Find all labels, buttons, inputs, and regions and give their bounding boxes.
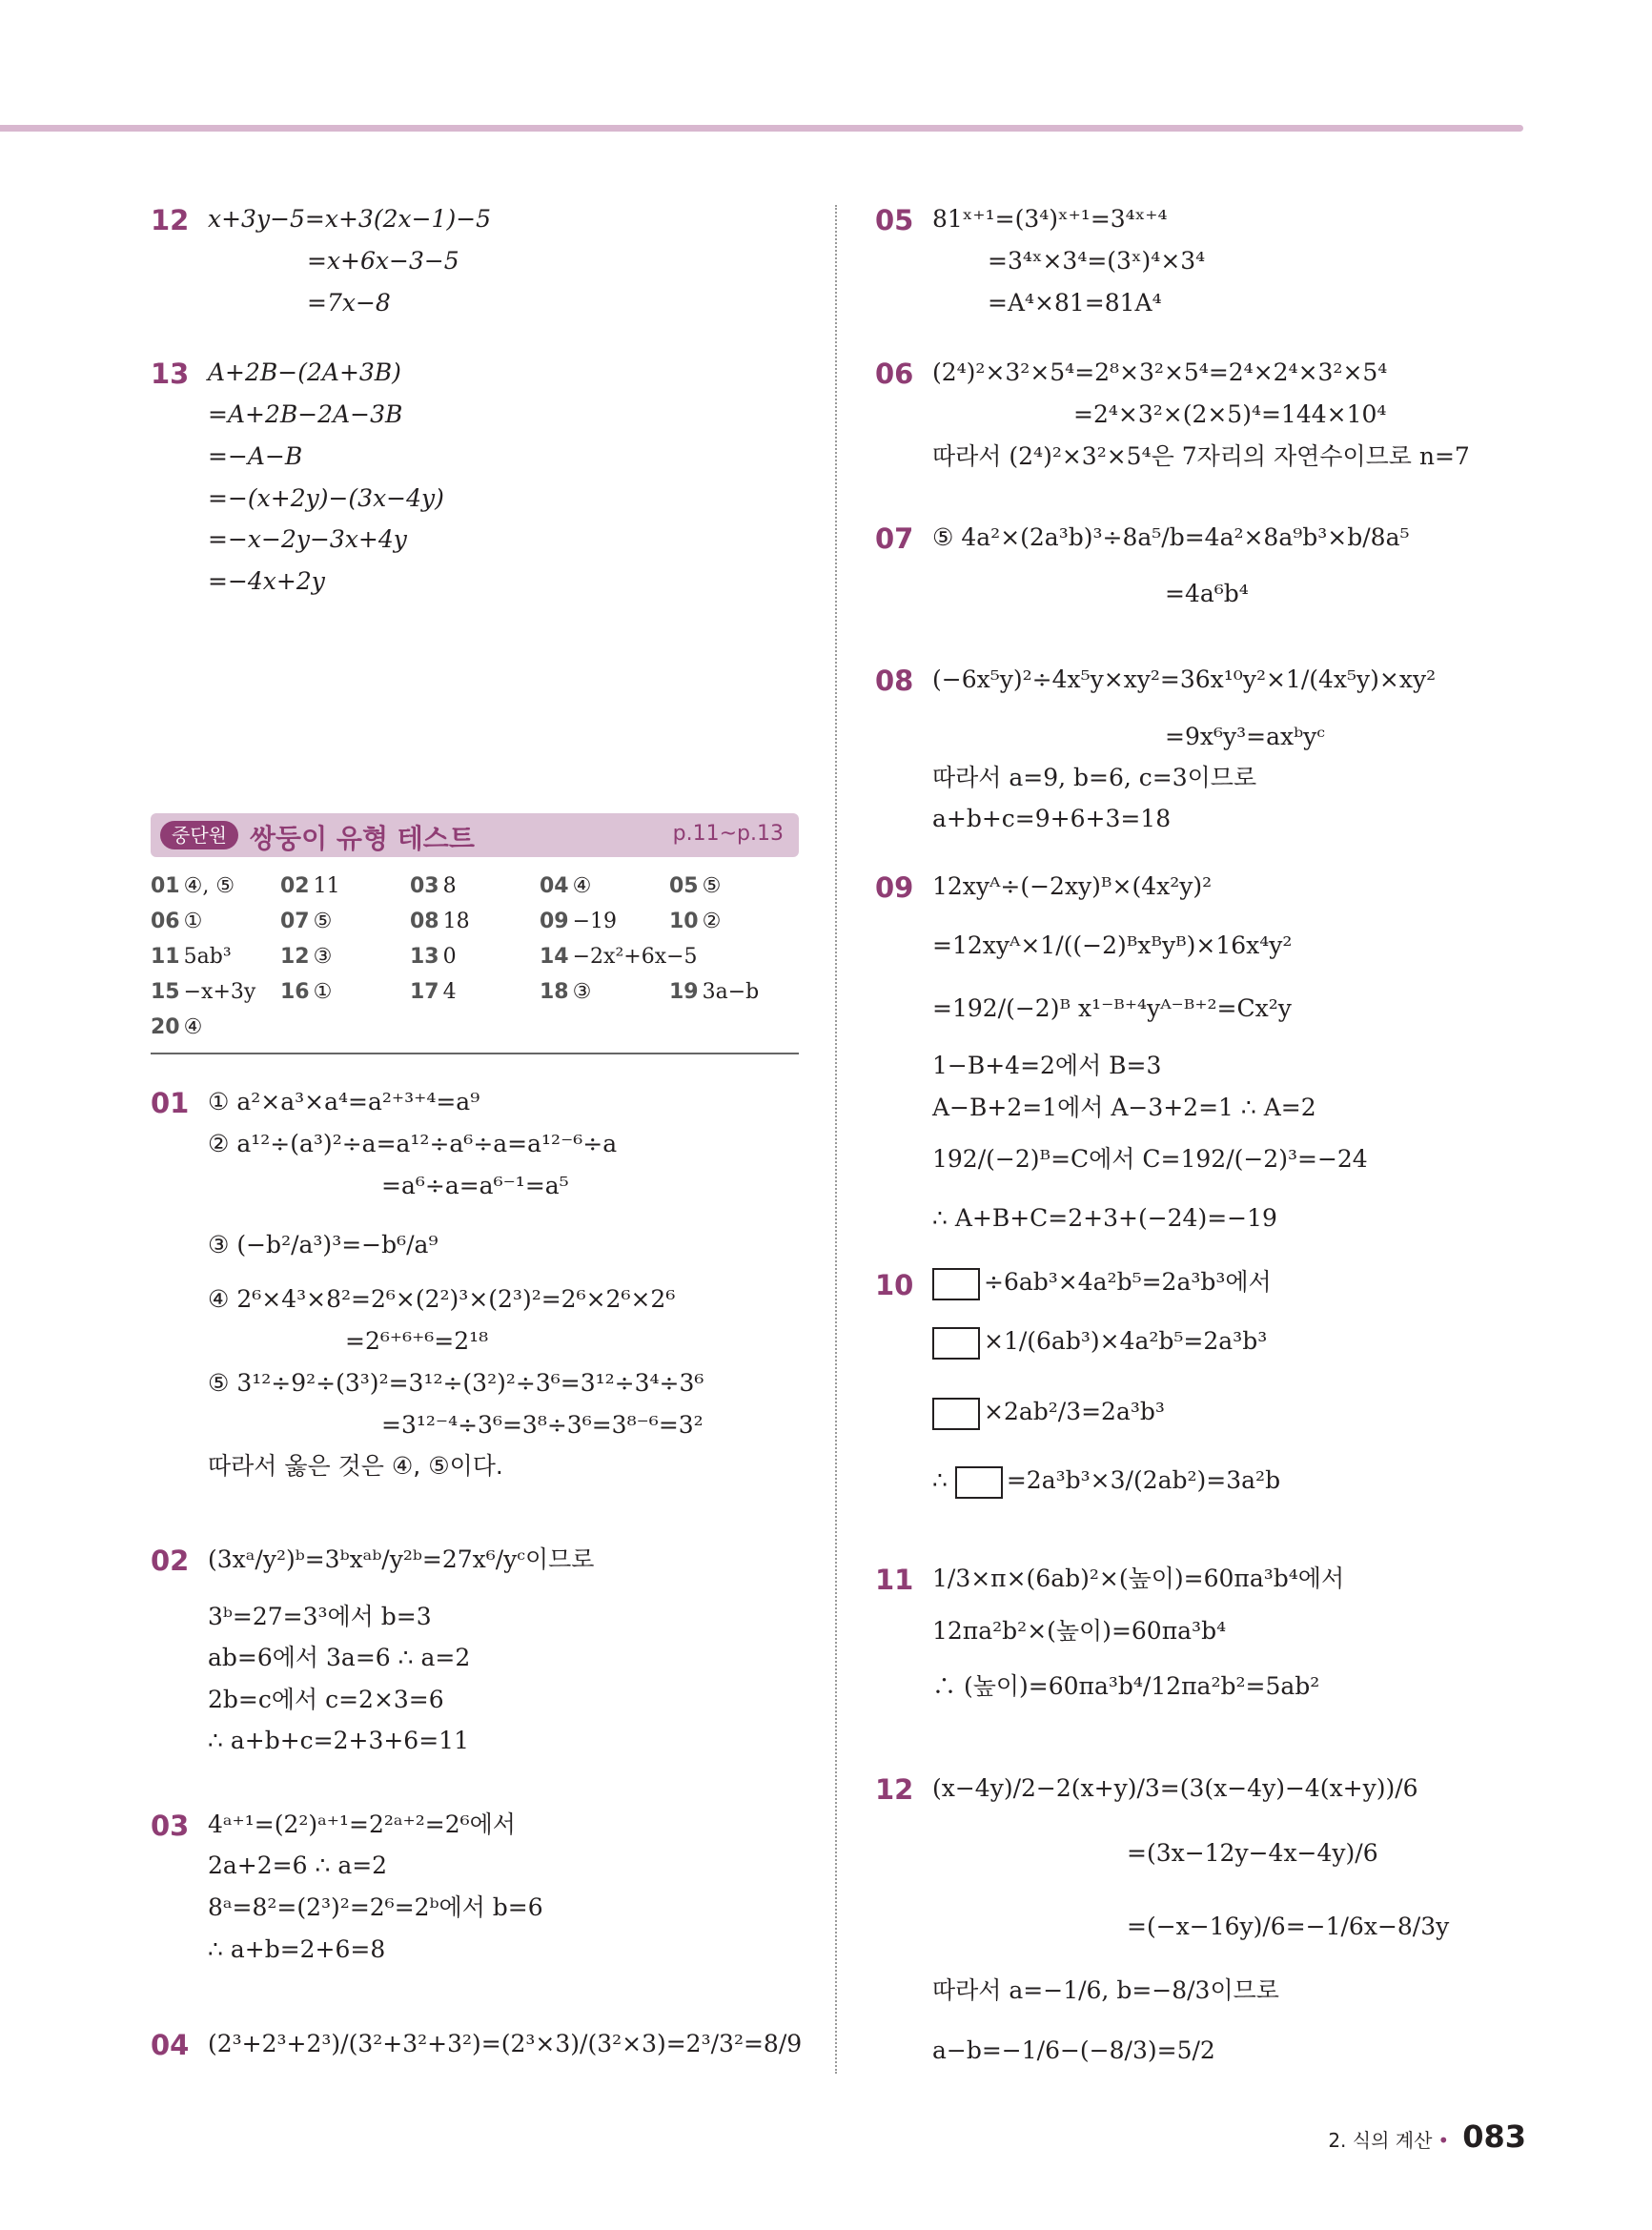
answer-item: 20 ④ (151, 1015, 203, 1039)
answer-item: 14 −2x²+6x−5 (540, 945, 698, 969)
problem-number: 12 (875, 1773, 914, 1806)
solution-line: 12πa²b²×(높이)=60πa³b⁴ (932, 1617, 1227, 1645)
problem-number: 09 (875, 871, 914, 904)
solution-line: 따라서 a=9, b=6, c=3이므로 (932, 764, 1257, 791)
page-footer (1328, 2118, 1526, 2155)
solution-line: =2⁶⁺⁶⁺⁶=2¹⁸ (345, 1327, 489, 1355)
solution-line: a−b=−1/6−(−8/3)=5/2 (932, 2036, 1215, 2064)
top-bar (0, 125, 1523, 132)
answer-item: 10 ② (669, 910, 722, 933)
solution-line: 1−B+4=2에서 B=3 (932, 1052, 1162, 1079)
solution-line: ∴ =2a³b³×3/(2ab²)=3a²b (932, 1465, 1280, 1499)
blank-box (955, 1466, 1003, 1499)
solution-line: =3¹²⁻⁴÷3⁶=3⁸÷3⁶=3⁸⁻⁶=3² (381, 1411, 704, 1439)
answer-item: 11 5ab³ (151, 945, 232, 969)
solution-line: 81ˣ⁺¹=(3⁴)ˣ⁺¹=3⁴ˣ⁺⁴ (932, 205, 1168, 233)
solution-line: A+2B−(2A+3B) (208, 358, 401, 386)
solution-line: 따라서 (2⁴)²×3²×5⁴은 7자리의 자연수이므로 n=7 (932, 442, 1470, 470)
problem-number: 03 (151, 1810, 190, 1842)
solution-line: (2³+2³+2³)/(3²+3²+3²)=(2³×3)/(3²×3)=2³/3²=8/9 (208, 2030, 803, 2057)
problem-number: 04 (151, 2029, 190, 2061)
answer-item: 05 ⑤ (669, 874, 722, 898)
section-title: 쌍둥이 유형 테스트 (250, 823, 475, 854)
solution-line: =a⁶÷a=a⁶⁻¹=a⁵ (381, 1172, 569, 1199)
answer-item: 13 0 (410, 945, 457, 969)
solution-line: 8ᵃ=8²=(2³)²=2⁶=2ᵇ에서 b=6 (208, 1893, 543, 1921)
answer-item: 19 3a−b (669, 980, 760, 1004)
solution-line: ∴ (높이)=60πa³b⁴/12πa²b²=5ab² (932, 1672, 1320, 1700)
solution-line: x+3y−5=x+3(2x−1)−5 (208, 205, 492, 233)
bullet-icon: • (1438, 2129, 1450, 2152)
solution-line: =4a⁶b⁴ (1165, 580, 1249, 607)
solution-line: (x−4y)/2−2(x+y)/3=(3(x−4y)−4(x+y))/6 (932, 1774, 1418, 1802)
answer-item: 12 ③ (280, 945, 333, 969)
solution-line: ×2ab²/3=2a³b³ (932, 1397, 1165, 1430)
problem-number: 05 (875, 204, 914, 236)
blank-box (932, 1268, 980, 1300)
solution-line: =7x−8 (307, 289, 391, 317)
problem-number: 07 (875, 522, 914, 555)
solution-line: =x+6x−3−5 (307, 247, 459, 275)
solution-line: =(3x−12y−4x−4y)/6 (1127, 1839, 1378, 1867)
solution-line: ② a¹²÷(a³)²÷a=a¹²÷a⁶÷a=a¹²⁻⁶÷a (208, 1130, 618, 1157)
solution-line: ∴ a+b=2+6=8 (208, 1935, 386, 1963)
solution-line: a+b+c=9+6+3=18 (932, 805, 1172, 832)
solution-line: 따라서 a=−1/6, b=−8/3이므로 (932, 1976, 1279, 2004)
solution-line: 192/(−2)ᴮ=C에서 C=192/(−2)³=−24 (932, 1145, 1368, 1173)
solution-line: ⑤ 3¹²÷9²÷(3³)²=3¹²÷(3²)²÷3⁶=3¹²÷3⁴÷3⁶ (208, 1369, 704, 1397)
solution-line: =A+2B−2A−3B (208, 400, 403, 428)
solution-line: =A⁴×81=81A⁴ (988, 289, 1162, 317)
answer-item: 08 18 (410, 910, 470, 933)
problem-number: 02 (151, 1545, 190, 1577)
solution-line: 2a+2=6 ∴ a=2 (208, 1852, 388, 1879)
solution-line: (−6x⁵y)²÷4x⁵y×xy²=36x¹⁰y²×1/(4x⁵y)×xy² (932, 665, 1437, 693)
solution-line: ⑤ 4a²×(2a³b)³÷8a⁵/b=4a²×8a⁹b³×b/8a⁵ (932, 523, 1410, 551)
solution-line: (2⁴)²×3²×5⁴=2⁸×3²×5⁴=2⁴×2⁴×3²×5⁴ (932, 358, 1388, 386)
solution-line: 3ᵇ=27=3³에서 b=3 (208, 1603, 432, 1630)
problem-number: 11 (875, 1564, 914, 1596)
section-pages: p.11~p.13 (672, 822, 784, 846)
solution-line: A−B+2=1에서 A−3+2=1 ∴ A=2 (932, 1094, 1316, 1121)
chapter-title: 2. 식의 계산 (1328, 2129, 1433, 2152)
problem-number: 06 (875, 358, 914, 390)
answer-item: 15 −x+3y (151, 980, 256, 1004)
solution-line: (3xᵃ/y²)ᵇ=3ᵇxᵃᵇ/y²ᵇ=27x⁶/yᶜ이므로 (208, 1545, 595, 1573)
answer-item: 17 4 (410, 980, 457, 1004)
solution-line: ③ (−b²/a³)³=−b⁶/a⁹ (208, 1231, 438, 1258)
answer-divider (151, 1053, 799, 1054)
solution-line: 1/3×π×(6ab)²×(높이)=60πa³b⁴에서 (932, 1565, 1345, 1592)
solution-line: ×1/(6ab³)×4a²b⁵=2a³b³ (932, 1326, 1267, 1360)
solution-line: =2⁴×3²×(2×5)⁴=144×10⁴ (1073, 400, 1387, 428)
answer-item: 16 ① (280, 980, 333, 1004)
solution-line: =(−x−16y)/6=−1/6x−8/3y (1127, 1913, 1450, 1940)
solution-line: 12xyᴬ÷(−2xy)ᴮ×(4x²y)² (932, 872, 1213, 900)
solution-line: ① a²×a³×a⁴=a²⁺³⁺⁴=a⁹ (208, 1088, 480, 1115)
page-number: 083 (1462, 2118, 1526, 2155)
answer-item: 09 −19 (540, 910, 618, 933)
solution-line: =3⁴ˣ×3⁴=(3ˣ)⁴×3⁴ (988, 247, 1206, 275)
answer-item: 03 8 (410, 874, 457, 898)
solution-line: ④ 2⁶×4³×8²=2⁶×(2²)³×(2³)²=2⁶×2⁶×2⁶ (208, 1285, 676, 1313)
column-divider (835, 205, 837, 2074)
solution-line: 4ᵃ⁺¹=(2²)ᵃ⁺¹=2²ᵃ⁺²=2⁶에서 (208, 1811, 516, 1838)
solution-line: =192/(−2)ᴮ x¹⁻ᴮ⁺⁴yᴬ⁻ᴮ⁺²=Cx²y (932, 994, 1292, 1022)
section-header (151, 813, 799, 857)
solution-line: =9x⁶y³=axᵇyᶜ (1165, 723, 1325, 750)
problem-number: 10 (875, 1269, 914, 1301)
answer-item: 02 11 (280, 874, 340, 898)
answer-item: 06 ① (151, 910, 203, 933)
blank-box (932, 1398, 980, 1430)
solution-line: =−A−B (208, 442, 303, 470)
solution-line: =−(x+2y)−(3x−4y) (208, 484, 444, 512)
solution-line: 2b=c에서 c=2×3=6 (208, 1686, 444, 1713)
solution-line: ∴ A+B+C=2+3+(−24)=−19 (932, 1204, 1277, 1232)
answer-item: 18 ③ (540, 980, 592, 1004)
blank-box (932, 1327, 980, 1360)
solution-line: =12xyᴬ×1/((−2)ᴮxᴮyᴮ)×16x⁴y² (932, 931, 1293, 959)
answer-item: 04 ④ (540, 874, 592, 898)
problem-number: 08 (875, 665, 914, 697)
solution-line: ab=6에서 3a=6 ∴ a=2 (208, 1644, 471, 1671)
answer-item: 01 ④, ⑤ (151, 874, 235, 898)
section-pill: 중단원 (160, 821, 238, 849)
solution-line: ∴ a+b+c=2+3+6=11 (208, 1727, 469, 1754)
solution-line: =−x−2y−3x+4y (208, 525, 407, 553)
problem-number: 01 (151, 1087, 190, 1119)
solution-line: ÷6ab³×4a²b⁵=2a³b³에서 (932, 1267, 1272, 1300)
problem-number: 12 (151, 204, 190, 236)
solution-line: =−4x+2y (208, 567, 325, 595)
problem-number: 13 (151, 358, 190, 390)
answer-item: 07 ⑤ (280, 910, 333, 933)
solution-line: 따라서 옳은 것은 ④, ⑤이다. (208, 1452, 503, 1480)
